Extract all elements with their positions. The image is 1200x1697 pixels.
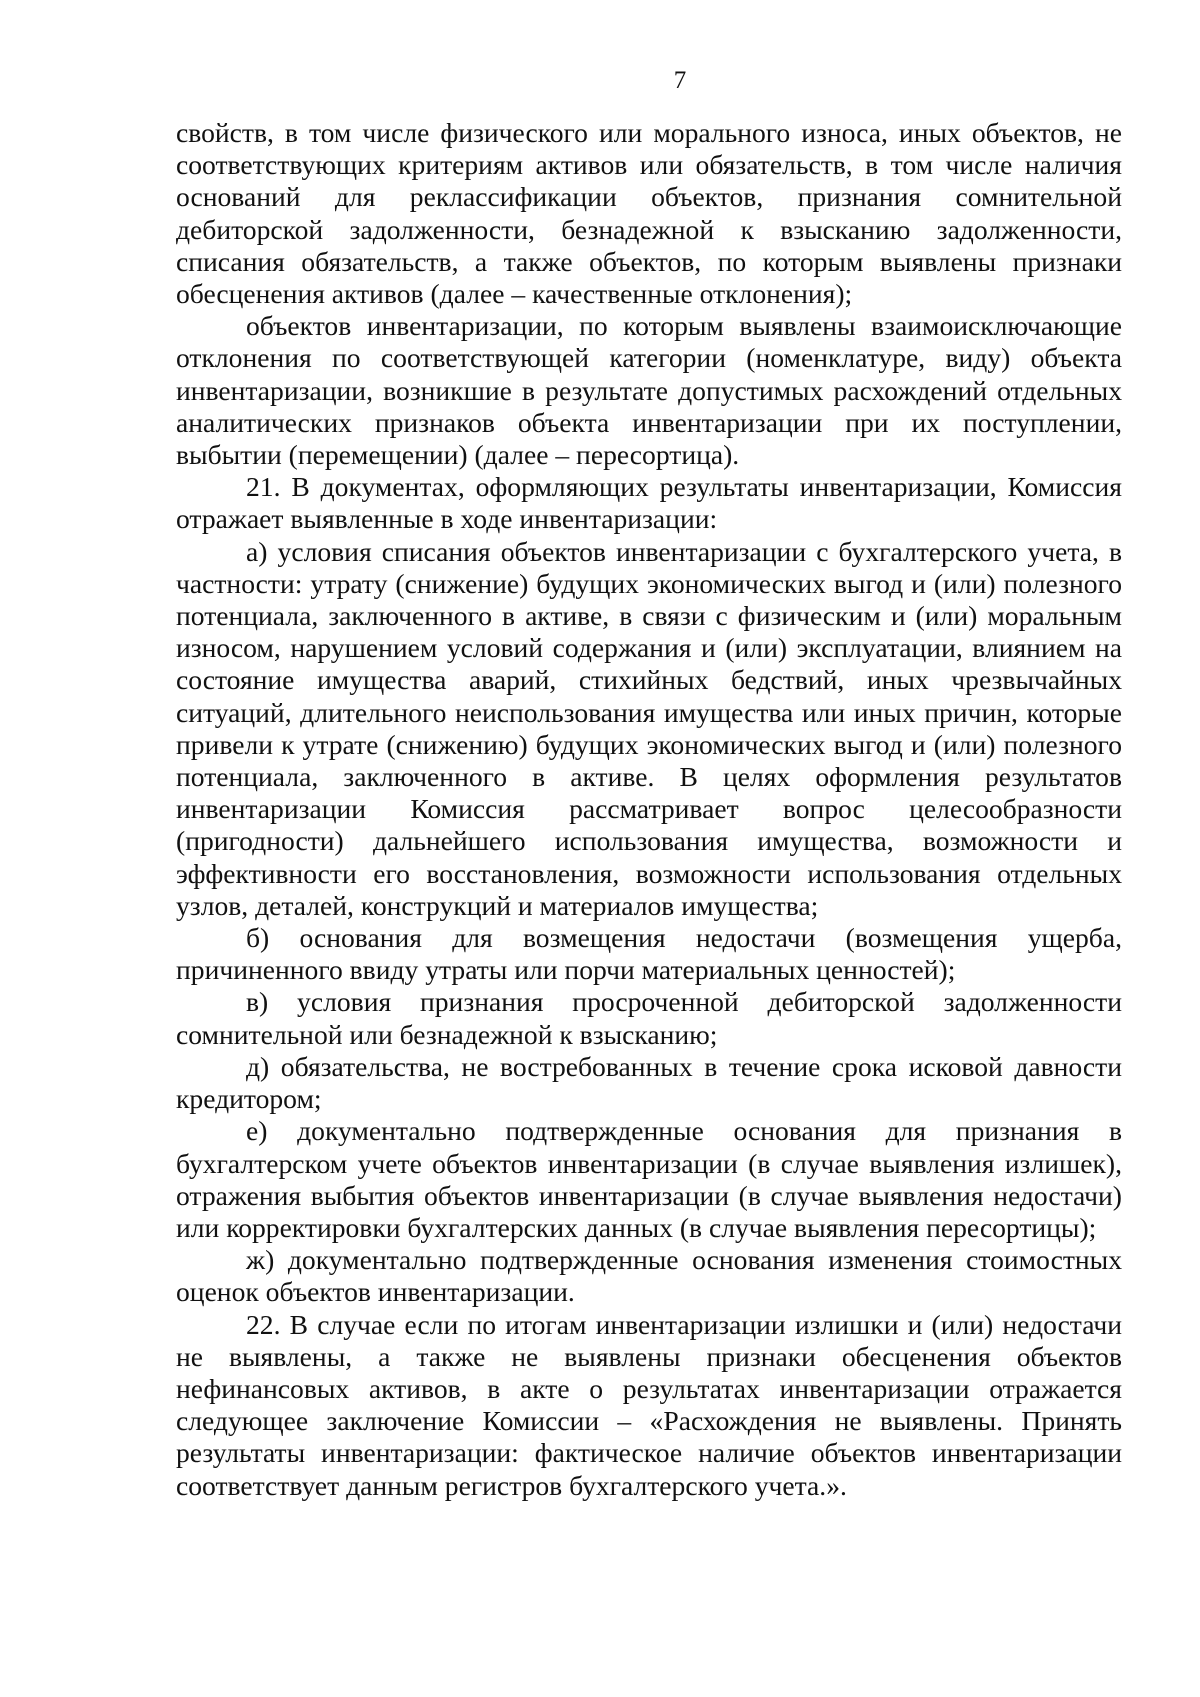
page-number: 7: [673, 67, 687, 94]
clause-21-item-e: е) документально подтвержденные основания для признания в бухгалтерском учете объектов инвентаризации (в случае выявления излишек), отражения выбытия объектов инвентаризации (в случае выявления недостачи) или корректировки бухгалтерских данных (в случае выявления пересортицы);: [176, 1115, 1122, 1243]
paragraph-reclassification-mismatch: объектов инвентаризации, по которым выявлены взаимоисключающие отклонения по соответствующей категории (номенклатуре, виду) объекта инвентаризации, возникшие в результате допустимых расхождений отдельных аналитических признаков объекта инвентаризации при их поступлении, выбытии (перемещении) (далее – пересортица).: [176, 310, 1122, 471]
clause-22: 22. В случае если по итогам инвентаризации излишки и (или) недостачи не выявлены, а также не выявлены признаки обесценения объектов нефинансовых активов, в акте о результатах инвентаризации отражается следующее заключение Комиссии – «Расхождения не выявлены. Принять результаты инвентаризации: фактическое наличие объектов инвентаризации соответствует данным регистров бухгалтерского учета.».: [176, 1308, 1122, 1501]
clause-21-item-b: б) основания для возмещения недостачи (возмещения ущерба, причиненного ввиду утраты или порчи материальных ценностей);: [176, 922, 1122, 986]
clause-21-item-d: д) обязательства, не востребованных в течение срока исковой давности кредитором;: [176, 1050, 1122, 1115]
clause-21-item-zh: ж) документально подтвержденные основания изменения стоимостных оценок объектов инвентаризации.: [176, 1244, 1122, 1308]
clause-21: 21. В документах, оформляющих результаты инвентаризации, Комиссия отражает выявленные в ходе инвентаризации:: [176, 471, 1122, 535]
document-body: [176, 117, 1122, 1502]
paragraph-continuation: свойств, в том числе физического или морального износа, иных объектов, не соответствующих критериям активов или обязательств, в том числе наличия оснований для реклассификации объектов, признания сомнительной дебиторской задолженности, безнадежной к взысканию задолженности, списания обязательств, а также объектов, по которым выявлены признаки обесценения активов (далее – качественные отклонения);: [176, 117, 1122, 310]
clause-21-item-a: а) условия списания объектов инвентаризации с бухгалтерского учета, в частности: утрату (снижение) будущих экономических выгод и (или) полезного потенциала, заключенного в активе, в связи с физическим и (или) моральным износом, нарушением условий содержания и (или) эксплуатации, влиянием на состояние имущества аварий, стихийных бедствий, иных чрезвычайных ситуаций, длительного неиспользования имущества или иных причин, которые привели к утрате (снижению) будущих экономических выгод и (или) полезного потенциала, заключенного в активе. В целях оформления результатов инвентаризации Комиссия рассматривает вопрос целесообразности (пригодности) дальнейшего использования имущества, возможности и эффективности его восстановления, возможности использования отдельных узлов, деталей, конструкций и материалов имущества;: [176, 535, 1122, 921]
clause-21-item-v: в) условия признания просроченной дебиторской задолженности сомнительной или безнадежной к взысканию;: [176, 986, 1122, 1050]
